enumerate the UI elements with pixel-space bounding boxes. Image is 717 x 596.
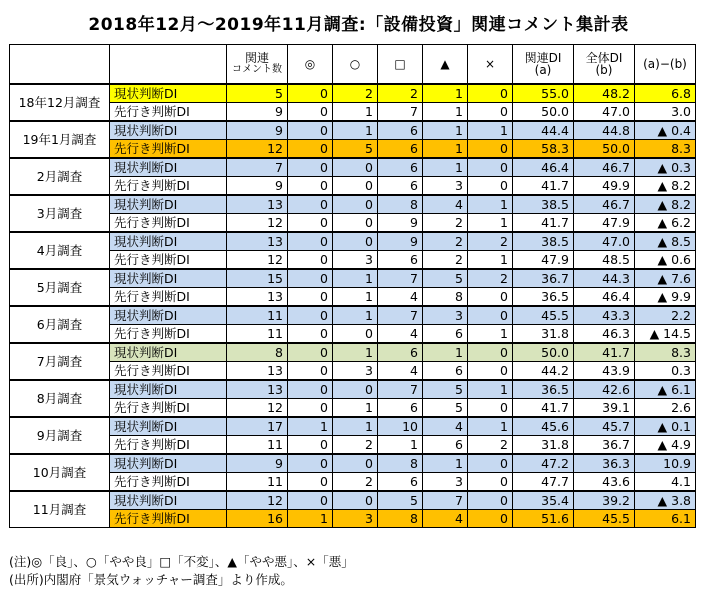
table-cell: 5 [227,84,288,103]
table-cell: 0 [288,251,333,270]
table-cell: 1 [378,436,423,455]
table-row [10,417,696,436]
table-cell: 0 [468,306,513,325]
table-row [10,362,696,381]
table-cell: 43.6 [574,473,635,492]
header-good: ◎ [288,45,333,85]
month-label: 7月調査 [10,343,110,380]
table-cell: 12 [227,251,288,270]
table-cell: ▲ 9.9 [635,288,696,307]
di-kind-label: 先行き判断DI [110,325,227,344]
table-cell: 0 [288,232,333,251]
table-cell: 47.0 [574,232,635,251]
table-cell: 6 [378,177,423,196]
di-kind-label: 現状判断DI [110,232,227,251]
header-blank [10,45,110,85]
month-label: 2月調査 [10,158,110,195]
table-cell: 12 [227,491,288,510]
table-cell: 0 [288,269,333,288]
header-somewhat-good: ○ [333,45,378,85]
table-cell: 43.9 [574,362,635,381]
table-cell: 10 [378,417,423,436]
table-cell: 3.0 [635,103,696,122]
table-cell: 48.2 [574,84,635,103]
month-label: 8月調査 [10,380,110,417]
table-cell: 1 [333,288,378,307]
table-cell: 0 [333,491,378,510]
table-row [10,158,696,177]
table-cell: 0 [288,288,333,307]
di-kind-label: 現状判断DI [110,491,227,510]
table-cell: 0 [333,232,378,251]
header-bad: × [468,45,513,85]
month-label: 19年1月調査 [10,121,110,158]
table-cell: 46.3 [574,325,635,344]
table-row [10,251,696,270]
table-cell: 1 [423,158,468,177]
table-cell: 3 [423,306,468,325]
table-cell: 41.7 [513,399,574,418]
table-cell: 9 [378,214,423,233]
di-kind-label: 現状判断DI [110,269,227,288]
table-cell: 0 [333,325,378,344]
table-cell: 50.0 [513,343,574,362]
table-cell: 41.7 [574,343,635,362]
table-cell: 0 [288,214,333,233]
table-cell: 0 [288,121,333,140]
table-cell: 0 [288,140,333,159]
table-cell: 0 [288,399,333,418]
table-cell: 36.3 [574,454,635,473]
table-cell: 3 [333,510,378,528]
table-cell: 7 [378,103,423,122]
table-cell: 0 [288,454,333,473]
table-cell: 0 [288,158,333,177]
di-kind-label: 先行き判断DI [110,140,227,159]
footnotes [9,553,354,589]
month-label: 10月調査 [10,454,110,491]
table-cell: 0 [468,454,513,473]
table-row [10,84,696,103]
table-cell: 4 [423,195,468,214]
table-cell: 0 [288,343,333,362]
table-row [10,103,696,122]
table-cell: 2 [423,232,468,251]
table-cell: 2.2 [635,306,696,325]
month-label: 4月調査 [10,232,110,269]
table-cell: 6.1 [635,510,696,528]
table-cell: 0.3 [635,362,696,381]
header-overall-di: 全体DI (b) [574,45,635,85]
header-blank [110,45,227,85]
table-cell: 5 [423,399,468,418]
month-label: 3月調査 [10,195,110,232]
table-row [10,121,696,140]
table-cell: 2 [378,84,423,103]
table-cell: 7 [378,306,423,325]
table-cell: ▲ 8.5 [635,232,696,251]
table-cell: 16 [227,510,288,528]
table-cell: 8 [378,510,423,528]
table-cell: 0 [333,177,378,196]
table-cell: 31.8 [513,436,574,455]
table-cell: 46.7 [574,158,635,177]
table-cell: ▲ 8.2 [635,177,696,196]
table-cell: 35.4 [513,491,574,510]
table-cell: 1 [423,343,468,362]
table-cell: 11 [227,325,288,344]
table-cell: 4 [378,362,423,381]
table-cell: 0 [288,436,333,455]
month-label: 5月調査 [10,269,110,306]
table-cell: 0 [468,103,513,122]
di-kind-label: 現状判断DI [110,380,227,399]
di-kind-label: 先行き判断DI [110,214,227,233]
table-row [10,269,696,288]
month-label: 6月調査 [10,306,110,343]
table-cell: 1 [333,306,378,325]
table-cell: 44.3 [574,269,635,288]
table-cell: 1 [468,214,513,233]
table-cell: 2 [423,251,468,270]
di-kind-label: 現状判断DI [110,417,227,436]
table-cell: 9 [227,121,288,140]
table-cell: ▲ 0.6 [635,251,696,270]
table-cell: 0 [333,214,378,233]
di-kind-label: 現状判断DI [110,158,227,177]
table-cell: 45.5 [513,306,574,325]
header-difference: (a)−(b) [635,45,696,85]
table-cell: 0 [288,306,333,325]
table-cell: 0 [288,362,333,381]
table-cell: ▲ 0.1 [635,417,696,436]
table-cell: 2 [333,473,378,492]
di-kind-label: 先行き判断DI [110,177,227,196]
table-cell: 2 [468,436,513,455]
table-cell: 1 [423,121,468,140]
table-cell: 0 [288,491,333,510]
table-cell: 7 [378,380,423,399]
table-cell: 1 [333,121,378,140]
table-cell: 38.5 [513,232,574,251]
di-kind-label: 現状判断DI [110,306,227,325]
table-cell: 45.5 [574,510,635,528]
table-cell: 0 [468,158,513,177]
table-cell: 11 [227,473,288,492]
table-cell: 12 [227,399,288,418]
table-cell: 45.7 [574,417,635,436]
table-cell: ▲ 3.8 [635,491,696,510]
table-row [10,177,696,196]
table-cell: 0 [333,454,378,473]
table-cell: 6 [378,343,423,362]
di-kind-label: 現状判断DI [110,454,227,473]
table-cell: 1 [333,343,378,362]
table-cell: 2 [468,269,513,288]
di-kind-label: 先行き判断DI [110,103,227,122]
di-kind-label: 先行き判断DI [110,288,227,307]
table-cell: 45.6 [513,417,574,436]
table-cell: 4 [378,325,423,344]
table-cell: 4 [423,417,468,436]
table-cell: 7 [378,269,423,288]
month-label: 11月調査 [10,491,110,528]
table-cell: 1 [468,380,513,399]
table-cell: 8 [378,195,423,214]
table-cell: 50.0 [513,103,574,122]
table-cell: 7 [423,491,468,510]
table-cell: 1 [468,121,513,140]
table-cell: 39.2 [574,491,635,510]
table-row [10,491,696,510]
table-cell: 5 [423,380,468,399]
table-cell: 48.5 [574,251,635,270]
table-cell: 42.6 [574,380,635,399]
source-note: (出所)内閣府「景気ウォッチャー調査」より作成。 [9,572,293,587]
di-kind-label: 先行き判断DI [110,436,227,455]
header-somewhat-bad: ▲ [423,45,468,85]
table-cell: 1 [423,84,468,103]
table-cell: 6 [423,362,468,381]
table-cell: 13 [227,288,288,307]
table-cell: 1 [288,510,333,528]
table-cell: 0 [288,473,333,492]
table-cell: 3 [423,473,468,492]
table-row [10,510,696,528]
comment-summary-table [9,44,696,528]
table-cell: 2.6 [635,399,696,418]
table-cell: 0 [468,473,513,492]
table-cell: 8 [423,288,468,307]
table-cell: ▲ 8.2 [635,195,696,214]
table-cell: 0 [468,288,513,307]
table-cell: ▲ 6.1 [635,380,696,399]
table-cell: 8.3 [635,343,696,362]
di-kind-label: 先行き判断DI [110,399,227,418]
month-label: 9月調査 [10,417,110,454]
table-cell: 41.7 [513,214,574,233]
table-cell: 2 [423,214,468,233]
header-unchanged: □ [378,45,423,85]
table-cell: 46.4 [574,288,635,307]
table-cell: 49.9 [574,177,635,196]
table-cell: 11 [227,436,288,455]
table-row [10,399,696,418]
table-cell: 6 [378,399,423,418]
table-cell: 3 [423,177,468,196]
di-kind-label: 現状判断DI [110,343,227,362]
table-cell: 0 [288,380,333,399]
di-kind-label: 先行き判断DI [110,362,227,381]
table-cell: 44.8 [574,121,635,140]
table-cell: 1 [423,454,468,473]
di-kind-label: 先行き判断DI [110,510,227,528]
table-cell: 1 [468,251,513,270]
table-cell: 43.3 [574,306,635,325]
table-cell: 1 [288,417,333,436]
table-cell: 9 [227,454,288,473]
table-cell: 0 [333,380,378,399]
table-cell: 1 [468,195,513,214]
table-row [10,473,696,492]
header-row [10,45,696,85]
header-related-di: 関連DI (a) [513,45,574,85]
table-cell: 6 [378,140,423,159]
table-cell: 0 [333,158,378,177]
table-row [10,306,696,325]
table-cell: 0 [468,140,513,159]
table-row [10,288,696,307]
table-cell: 36.5 [513,380,574,399]
table-cell: 46.4 [513,158,574,177]
table-cell: 6 [423,325,468,344]
table-cell: 0 [333,195,378,214]
table-cell: 0 [468,510,513,528]
table-cell: 4 [378,288,423,307]
table-cell: 8 [227,343,288,362]
table-cell: 0 [288,325,333,344]
header-comment-count: 関連 コメント数 [227,45,288,85]
table-cell: 9 [227,177,288,196]
table-cell: 8 [378,454,423,473]
di-kind-label: 先行き判断DI [110,251,227,270]
table-cell: 0 [468,491,513,510]
table-cell: 0 [468,84,513,103]
table-cell: 0 [288,84,333,103]
table-cell: 1 [423,103,468,122]
table-cell: 11 [227,306,288,325]
table-cell: 1 [333,269,378,288]
table-cell: 13 [227,380,288,399]
table-cell: 6 [378,121,423,140]
di-kind-label: 現状判断DI [110,121,227,140]
table-cell: 6 [378,158,423,177]
table-cell: 41.7 [513,177,574,196]
table-row [10,140,696,159]
table-cell: 2 [333,84,378,103]
table-cell: 0 [468,177,513,196]
table-cell: 8.3 [635,140,696,159]
table-row [10,343,696,362]
table-cell: 12 [227,214,288,233]
table-cell: 47.9 [513,251,574,270]
table-cell: 10.9 [635,454,696,473]
legend-note: (注)◎「良」、○「やや良」□「不変」、▲「やや悪」、×「悪」 [9,554,354,569]
table-cell: 36.7 [574,436,635,455]
table-row [10,380,696,399]
table-cell: 6 [423,436,468,455]
table-cell: ▲ 4.9 [635,436,696,455]
table-cell: 0 [288,195,333,214]
table-cell: ▲ 7.6 [635,269,696,288]
table-cell: 46.7 [574,195,635,214]
table-cell: 0 [468,399,513,418]
table-cell: 1 [423,140,468,159]
table-cell: 4.1 [635,473,696,492]
table-row [10,325,696,344]
di-kind-label: 現状判断DI [110,195,227,214]
table-cell: 1 [468,325,513,344]
table-cell: 36.5 [513,288,574,307]
table-cell: 58.3 [513,140,574,159]
table-cell: 0 [288,177,333,196]
table-cell: 1 [333,417,378,436]
table-cell: 12 [227,140,288,159]
table-cell: 31.8 [513,325,574,344]
page-title: 2018年12月～2019年11月調査:「設備投資」関連コメント集計表 [88,15,629,35]
table-cell: 50.0 [574,140,635,159]
table-cell: 7 [227,158,288,177]
table-cell: 4 [423,510,468,528]
table-cell: 38.5 [513,195,574,214]
table-cell: 1 [333,399,378,418]
table-cell: 47.7 [513,473,574,492]
table-cell: 1 [468,417,513,436]
table-cell: 3 [333,251,378,270]
table-cell: 13 [227,195,288,214]
table-cell: 0 [468,362,513,381]
table-cell: ▲ 14.5 [635,325,696,344]
table-cell: 9 [378,232,423,251]
table-cell: 44.4 [513,121,574,140]
table-cell: 13 [227,232,288,251]
table-cell: 6.8 [635,84,696,103]
table-cell: 47.2 [513,454,574,473]
table-cell: 51.6 [513,510,574,528]
table-cell: 15 [227,269,288,288]
table-cell: 36.7 [513,269,574,288]
table-cell: ▲ 6.2 [635,214,696,233]
di-kind-label: 先行き判断DI [110,473,227,492]
table-cell: 6 [378,473,423,492]
table-row [10,195,696,214]
table-cell: 2 [468,232,513,251]
table-cell: 1 [333,103,378,122]
table-cell: 0 [468,343,513,362]
table-cell: 5 [423,269,468,288]
table-cell: 0 [288,103,333,122]
table-cell: 47.0 [574,103,635,122]
table-cell: 5 [333,140,378,159]
table-row [10,214,696,233]
table-cell: 5 [378,491,423,510]
table-cell: 55.0 [513,84,574,103]
table-cell: ▲ 0.4 [635,121,696,140]
table-row [10,454,696,473]
table-row [10,436,696,455]
table-cell: ▲ 0.3 [635,158,696,177]
di-kind-label: 現状判断DI [110,84,227,103]
table-cell: 47.9 [574,214,635,233]
table-cell: 3 [333,362,378,381]
table-cell: 17 [227,417,288,436]
month-label: 18年12月調査 [10,84,110,121]
table-cell: 44.2 [513,362,574,381]
table-cell: 39.1 [574,399,635,418]
table-row [10,232,696,251]
table-cell: 6 [378,251,423,270]
table-cell: 2 [333,436,378,455]
table-cell: 9 [227,103,288,122]
table-cell: 13 [227,362,288,381]
